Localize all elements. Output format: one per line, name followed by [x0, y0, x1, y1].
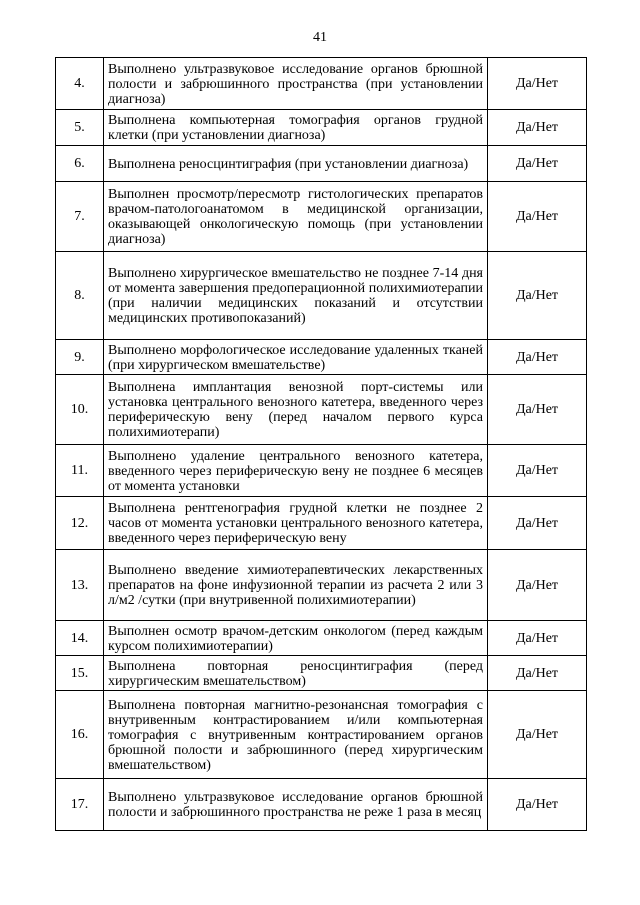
row-number: 15.: [56, 656, 104, 691]
table-row: [56, 779, 587, 831]
quality-criteria-table: [55, 57, 587, 831]
row-number: 12.: [56, 497, 104, 550]
table-row: [56, 146, 587, 182]
criterion-text: Выполнено введение химиотерапевтических лекарственных препаратов на фоне инфузионной терапии из расчета 2 или 3 л/м2 /сутки (при внутривенной полихимиотерапии): [104, 550, 488, 621]
answer-cell: Да/Нет: [488, 779, 587, 831]
criterion-text: Выполнена повторная реносцинтиграфия (перед хирургическим вмешательством): [104, 656, 488, 691]
answer-cell: Да/Нет: [488, 375, 587, 445]
criterion-text: Выполнена рентгенография грудной клетки не позднее 2 часов от момента установки центрального венозного катетера, введенного через периферическую вену: [104, 497, 488, 550]
criterion-text: Выполнена имплантация венозной порт-системы или установка центрального венозного катетера, введенного через периферическую вену (перед началом первого курса полихимиотерапи): [104, 375, 488, 445]
criterion-text: Выполнена компьютерная томография органов грудной клетки (при установлении диагноза): [104, 110, 488, 146]
criterion-text: Выполнен осмотр врачом-детским онкологом (перед каждым курсом полихимиотерапии): [104, 621, 488, 656]
answer-cell: Да/Нет: [488, 252, 587, 340]
row-number: 5.: [56, 110, 104, 146]
criterion-text: Выполнено удаление центрального венозного катетера, введенного через периферическую вену не позднее 6 месяцев от момента установки: [104, 445, 488, 497]
criterion-text: Выполнена реносцинтиграфия (при установлении диагноза): [104, 146, 488, 182]
answer-cell: Да/Нет: [488, 497, 587, 550]
table-row: [56, 621, 587, 656]
row-number: 14.: [56, 621, 104, 656]
page-number: 41: [313, 30, 327, 45]
row-number: 4.: [56, 58, 104, 110]
table-row: [56, 497, 587, 550]
answer-cell: Да/Нет: [488, 110, 587, 146]
criterion-text: Выполнено ультразвуковое исследование органов брюшной полости и забрюшинного пространства не реже 1 раза в месяц: [104, 779, 488, 831]
answer-cell: Да/Нет: [488, 550, 587, 621]
answer-cell: Да/Нет: [488, 445, 587, 497]
table-row: [56, 252, 587, 340]
answer-cell: Да/Нет: [488, 621, 587, 656]
row-number: 8.: [56, 252, 104, 340]
answer-cell: Да/Нет: [488, 146, 587, 182]
row-number: 9.: [56, 340, 104, 375]
table-row: [56, 656, 587, 691]
table-row: [56, 375, 587, 445]
row-number: 10.: [56, 375, 104, 445]
table-row: [56, 182, 587, 252]
criterion-text: Выполнен просмотр/пересмотр гистологических препаратов врачом-патологоанатомом в медицинской организации, оказывающей онкологическую помощь (при установлении диагноза): [104, 182, 488, 252]
row-number: 13.: [56, 550, 104, 621]
table-row: [56, 550, 587, 621]
answer-cell: Да/Нет: [488, 340, 587, 375]
answer-cell: Да/Нет: [488, 691, 587, 779]
row-number: 11.: [56, 445, 104, 497]
criterion-text: Выполнено ультразвуковое исследование органов брюшной полости и забрюшинного пространства (при установлении диагноза): [104, 58, 488, 110]
criterion-text: Выполнено хирургическое вмешательство не позднее 7-14 дня от момента завершения предоперационной полихимиотерапии (при наличии медицинских показаний и отсутствии медицинских противопоказаний): [104, 252, 488, 340]
answer-cell: Да/Нет: [488, 58, 587, 110]
table-row: [56, 110, 587, 146]
answer-cell: Да/Нет: [488, 656, 587, 691]
table-row: [56, 58, 587, 110]
table-row: [56, 340, 587, 375]
table-row: [56, 445, 587, 497]
row-number: 6.: [56, 146, 104, 182]
row-number: 16.: [56, 691, 104, 779]
table-row: [56, 691, 587, 779]
row-number: 17.: [56, 779, 104, 831]
criterion-text: Выполнено морфологическое исследование удаленных тканей (при хирургическом вмешательстве): [104, 340, 488, 375]
criterion-text: Выполнена повторная магнитно-резонансная томография с внутривенным контрастированием и/или компьютерная томография с внутривенным контрастированием органов брюшной полости и забрюшинного (перед хирургическим вмешательством): [104, 691, 488, 779]
row-number: 7.: [56, 182, 104, 252]
answer-cell: Да/Нет: [488, 182, 587, 252]
